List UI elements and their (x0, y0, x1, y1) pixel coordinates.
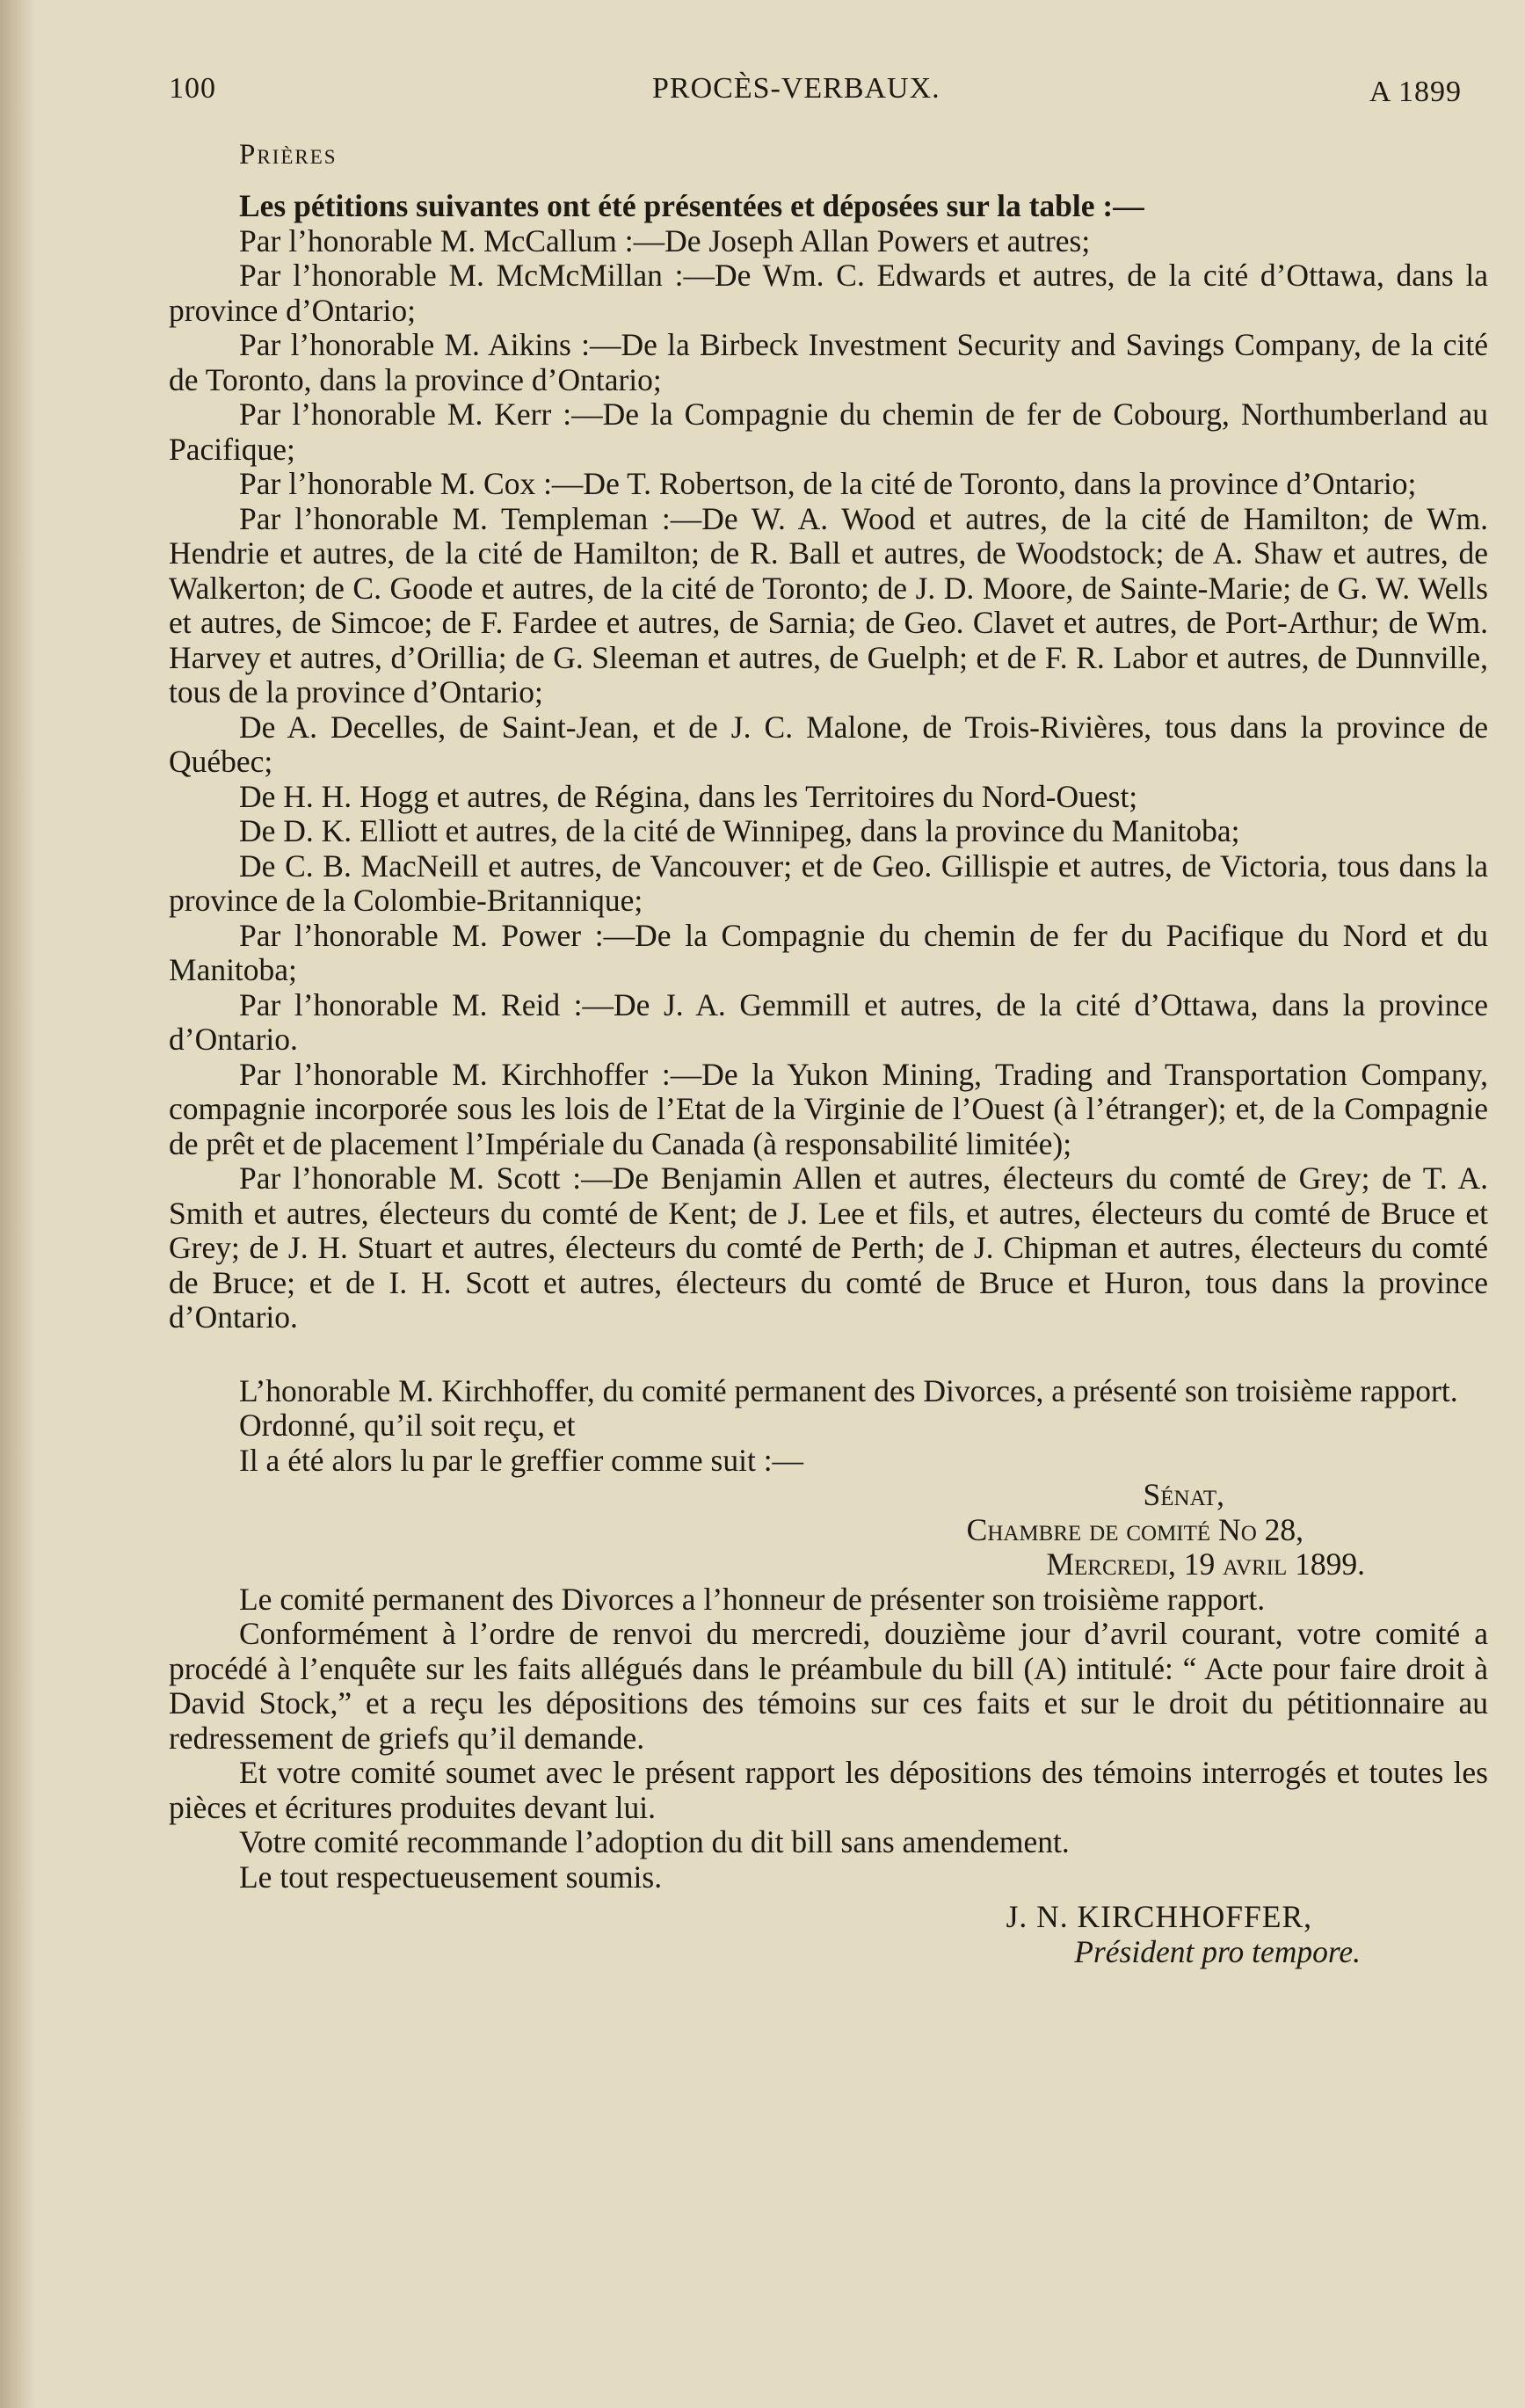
report-paragraph: Et votre comité soumet avec le présent rapport les dépositions des témoins interrogés et toutes les pièces et écritures produites devant lui. (169, 1755, 1488, 1825)
petition-paragraph: Par l’honorable M. Kirchhoffer :—De la Yukon Mining, Trading and Transportation Company, compagnie incorporée sous les lois de l’Etat de la Virginie de l’Ouest (à l’étranger); et, de la Compagnie de prêt et de placement l’Impériale du Canada (à responsabilité limitée); (169, 1056, 1488, 1161)
petition-paragraph: De D. K. Elliott et autres, de la cité de Winnipeg, dans la province du Manitoba; (239, 813, 1240, 848)
petition-paragraph: Par l’honorable M. Kerr :—De la Compagnie du chemin de fer de Cobourg, Northumberland au Pacifique; (169, 396, 1488, 467)
petition-paragraph: Par l’honorable M. Aikins :—De la Birbeck Investment Security and Savings Company, de la cité de Toronto, dans la province d’Ontario; (169, 327, 1488, 397)
petition-paragraph: Par l’honorable M. McMcMillan :—De Wm. C. Edwards et autres, de la cité d’Ottawa, dans la province d’Ontario; (169, 258, 1488, 328)
petition-paragraph: Par l’honorable M. Scott :—De Benjamin Allen et autres, électeurs du comté de Grey; de T. A. Smith et autres, électeurs du comté de Kent; de J. Lee et fils, et autres, électeurs du comté de Bruce et Grey; de J. H. Stuart et autres, électeurs du comté de Perth; de J. Chipman et autres, électeurs du comté de Bruce; et de I. H. Scott et autres, électeurs du comté de Bruce et Huron, tous dans la province d’Ontario. (169, 1160, 1488, 1335)
page-number: 100 (169, 72, 216, 105)
petition-paragraph: Par l’honorable M. Reid :—De J. A. Gemmill et autres, de la cité d’Ottawa, dans la province d’Ontario. (169, 986, 1488, 1057)
header-year: A 1899 (1369, 76, 1462, 108)
petition-paragraph: De H. H. Hogg et autres, de Régina, dans les Territoires du Nord-Ouest; (239, 778, 1138, 814)
signature-name: J. N. KIRCHHOFFER, (1006, 1899, 1312, 1934)
petition-paragraph: Par l’honorable M. Cox :—De T. Robertson, de la cité de Toronto, dans la province d’Ontario; (239, 466, 1417, 501)
dateline-date: Mercredi, 19 avril 1899. (1046, 1546, 1365, 1582)
section-title: Prières (239, 139, 338, 171)
report-paragraph: Le comité permanent des Divorces a l’honneur de présenter son troisième rapport. (239, 1581, 1266, 1617)
petition-paragraph: Par l’honorable M. Templeman :—De W. A. Wood et autres, de la cité de Hamilton; de Wm. Hendrie et autres, de la cité de Hamilton; de R. Ball et autres, de Woodstock; de A. Shaw et autres, de Walkerton; de C. Goode et autres, de la cité de Toronto; de J. D. Moore, de Sainte-Marie; de G. W. Wells et autres, de Simcoe; de F. Fardee et autres, de Sarnia; de Geo. Clavet et autres, de Port-Arthur; de Wm. Harvey et autres, d’Orillia; de G. Sleeman et autres, de Guelph; et de F. R. Labor et autres, de Dunnville, tous de la province d’Ontario; (169, 500, 1488, 709)
page-header (169, 62, 1488, 123)
report-paragraph: Le tout respectueusement soumis. (239, 1859, 663, 1895)
petition-paragraph: De A. Decelles, de Saint-Jean, et de J. C. Malone, de Trois-Rivières, tous dans la province de Québec; (169, 709, 1488, 779)
petition-paragraph: Par l’honorable M. McCallum :—De Joseph Allan Powers et autres; (239, 222, 1091, 258)
dateline-chamber: Chambre de comité No 28, (966, 1511, 1304, 1547)
body-text (169, 189, 1488, 1969)
dateline-senat: Sénat, (1143, 1477, 1224, 1512)
signature-title: Président pro tempore. (1074, 1933, 1361, 1969)
report-paragraph: Votre comité recommande l’adoption du dit bill sans amendement. (239, 1824, 1070, 1859)
report-paragraph: Conformément à l’ordre de renvoi du mercredi, douzième jour d’avril courant, votre comité a procédé à l’enquête sur les faits allégués dans le préambule du bill (A) intitulé: “ Acte pour faire droit à David Stock,” et a reçu les dépositions des témoins sur ces faits et sur le droit du pétitionnaire au redressement de griefs qu’il demande. (169, 1616, 1488, 1756)
paragraph-gap (169, 1335, 1488, 1374)
report-intro: Il a été alors lu par le greffier comme suit :— (239, 1442, 804, 1478)
petitions-intro: Les pétitions suivantes ont été présentées et déposées sur la table :— (239, 188, 1144, 223)
petition-paragraph: De C. B. MacNeill et autres, de Vancouver; et de Geo. Gillispie et autres, de Victoria, tous dans la province de la Colombie-Britannique; (169, 848, 1488, 918)
report-intro: L’honorable M. Kirchhoffer, du comité permanent des Divorces, a présenté son troisième rapport. (239, 1372, 1458, 1408)
report-intro: Ordonné, qu’il soit reçu, et (239, 1408, 576, 1443)
petition-paragraph: Par l’honorable M. Power :—De la Compagnie du chemin de fer du Pacifique du Nord et du Manitoba; (169, 917, 1488, 987)
running-title: PROCÈS-VERBAUX. (652, 72, 940, 105)
